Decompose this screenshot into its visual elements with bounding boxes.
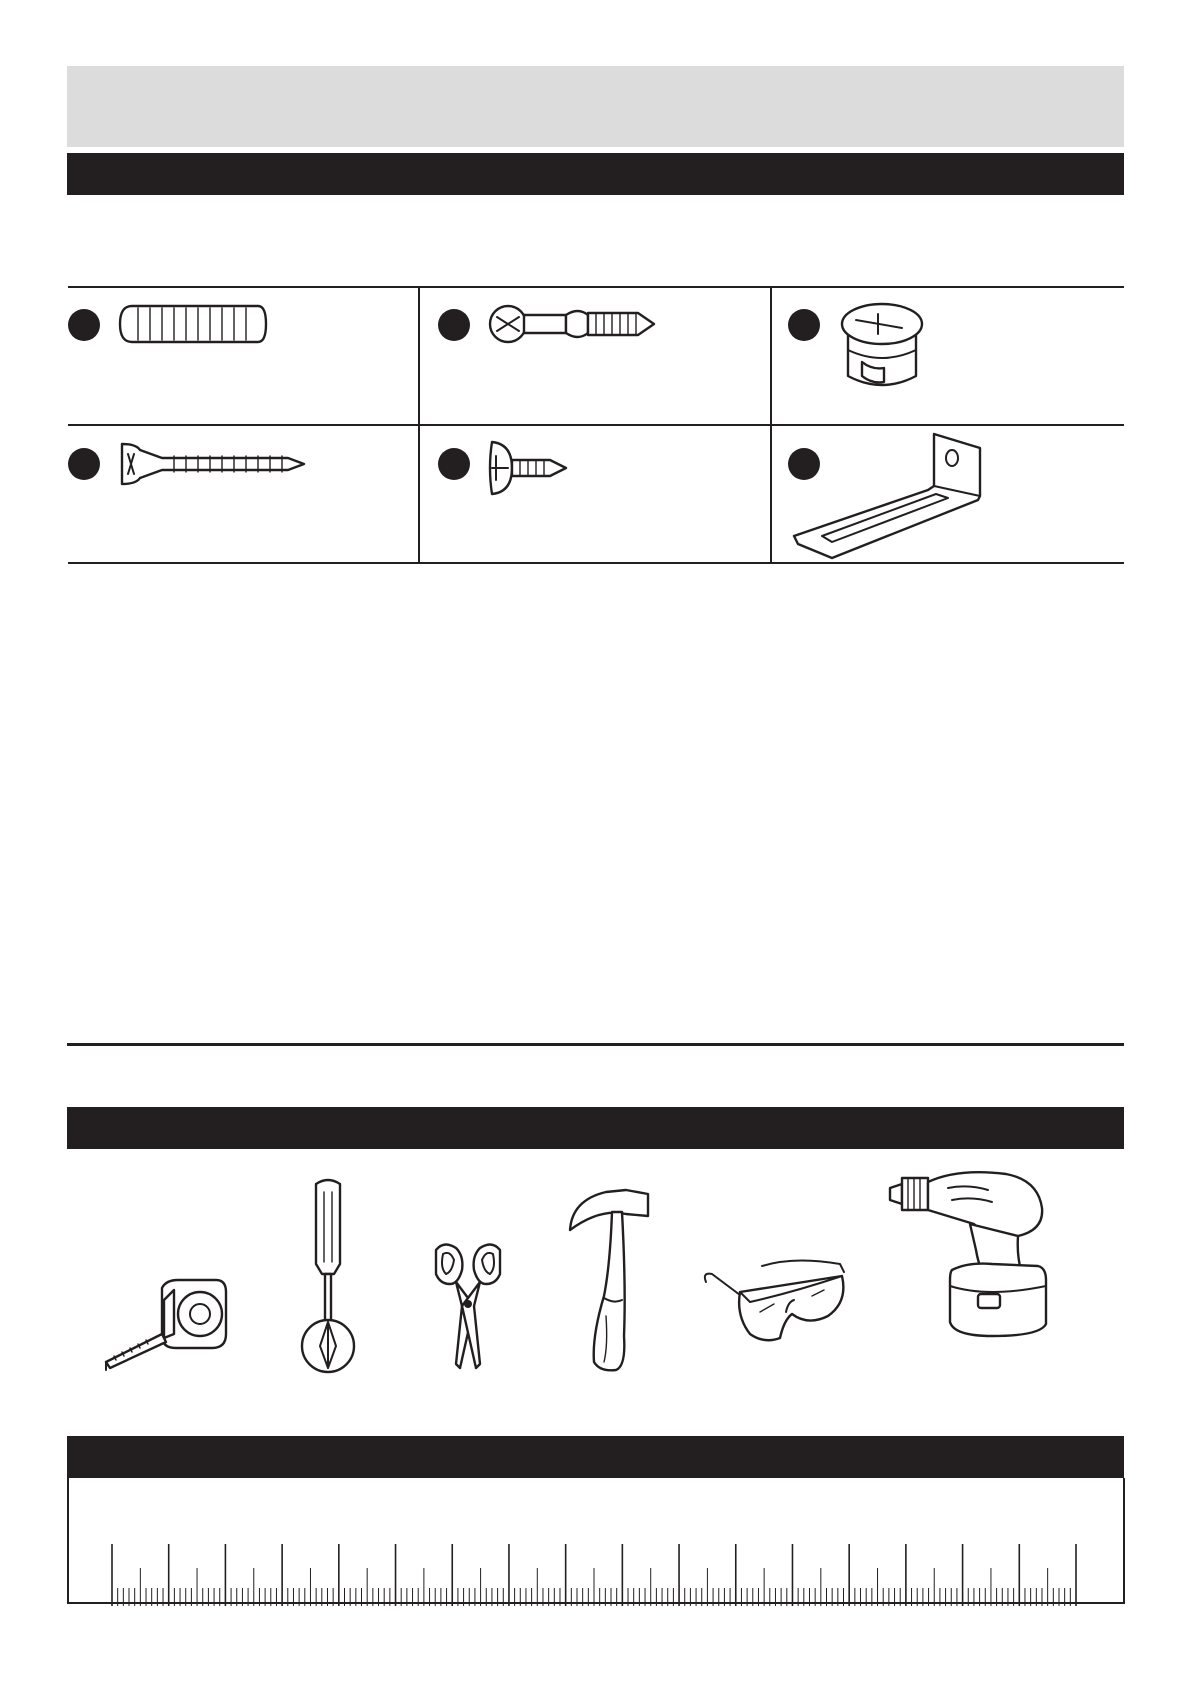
part-d-badge bbox=[68, 448, 100, 480]
scissors-icon bbox=[430, 1240, 506, 1370]
grid-middle-border bbox=[68, 424, 1124, 426]
hardware-section-bar bbox=[67, 153, 1124, 195]
header-band bbox=[67, 66, 1124, 147]
part-c-badge bbox=[788, 309, 820, 341]
tape-measure-icon bbox=[104, 1276, 234, 1370]
part-a-badge bbox=[68, 309, 100, 341]
cam-lock-icon bbox=[838, 300, 926, 390]
long-screw-icon bbox=[118, 442, 308, 486]
l-bracket-icon bbox=[792, 430, 992, 564]
cam-bolt-icon bbox=[488, 303, 658, 345]
grid-top-border bbox=[68, 286, 1124, 288]
wooden-dowel-icon bbox=[118, 302, 268, 346]
short-screw-icon bbox=[488, 440, 570, 496]
tools-section-bar bbox=[67, 1107, 1124, 1149]
hardware-section-title bbox=[67, 153, 1124, 173]
ruler-section-title bbox=[67, 1436, 1124, 1456]
tools-section-title bbox=[67, 1107, 1124, 1127]
ruler-scale-icon bbox=[110, 1540, 1080, 1606]
grid-divider-2 bbox=[770, 286, 772, 564]
hammer-icon bbox=[566, 1186, 652, 1374]
power-drill-icon bbox=[888, 1170, 1048, 1342]
screwdriver-icon bbox=[296, 1178, 360, 1374]
part-e-badge bbox=[438, 448, 470, 480]
grid-divider-1 bbox=[418, 286, 420, 564]
ruler-section-bar bbox=[67, 1436, 1124, 1478]
safety-glasses-icon bbox=[704, 1252, 848, 1348]
part-b-badge bbox=[438, 309, 470, 341]
section-divider bbox=[67, 1043, 1124, 1046]
